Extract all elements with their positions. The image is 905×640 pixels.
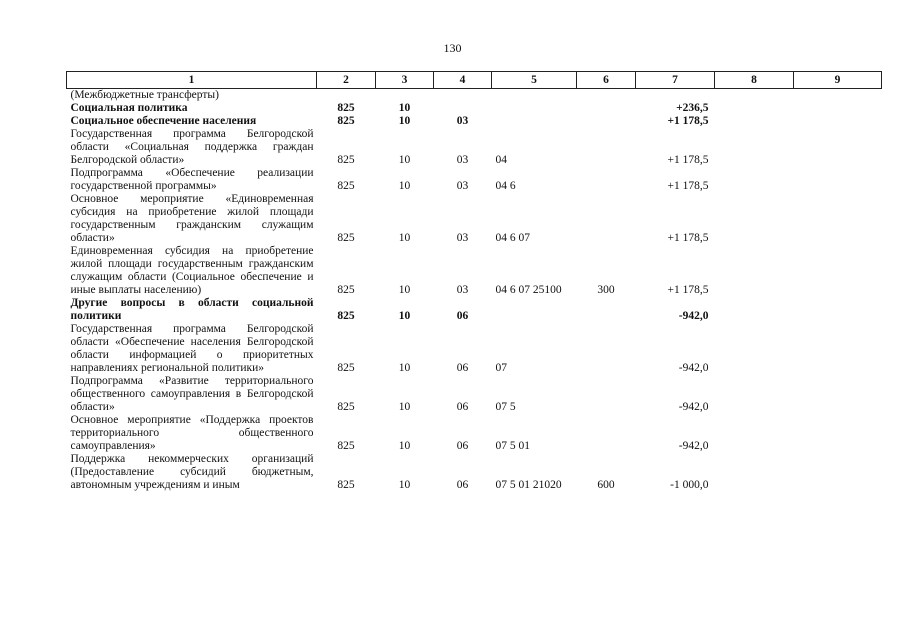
row-code-3: 10 — [398, 479, 411, 491]
row-col-8 — [715, 297, 794, 323]
row-code-4: 03 — [456, 154, 469, 166]
row-code-4: 03 — [456, 284, 469, 296]
row-col-9 — [794, 89, 882, 103]
table-row — [67, 102, 882, 115]
row-code-2: 825 — [337, 232, 355, 244]
row-description: Основное мероприятие «Единовременная субсидия на приобретение жилой площади государственным гражданским служащим области» — [70, 193, 314, 244]
row-description: Основное мероприятие «Поддержка проектов территориального общественного самоуправления» — [70, 414, 314, 452]
table-row — [67, 453, 882, 492]
row-code-3 — [376, 89, 434, 103]
row-description: Государственная программа Белгородской области «Социальная поддержка граждан Белгородской области» — [70, 128, 314, 166]
table-row — [67, 128, 882, 167]
row-amount-7 — [636, 89, 715, 103]
row-code-5: 07 5 — [495, 401, 516, 413]
row-amount-7: +1 178,5 — [667, 115, 709, 127]
row-col-9 — [794, 297, 882, 323]
row-code-2: 825 — [337, 284, 355, 296]
table-row — [67, 297, 882, 323]
row-code-5: 07 5 01 — [495, 440, 530, 452]
row-amount-7: +1 178,5 — [667, 180, 709, 192]
row-description: Подпрограмма «Развитие территориального общественного самоуправления в Белгородской области» — [70, 375, 314, 413]
row-code-6: 600 — [597, 479, 615, 491]
row-col-8 — [715, 323, 794, 375]
row-code-4: 06 — [456, 479, 469, 491]
row-col-8 — [715, 115, 794, 128]
row-col-9 — [794, 128, 882, 167]
row-code-5 — [492, 115, 577, 128]
row-code-2: 825 — [337, 362, 355, 374]
row-amount-7: +1 178,5 — [667, 154, 709, 166]
row-code-5 — [492, 102, 577, 115]
row-code-2: 825 — [337, 154, 355, 166]
header-col-2: 2 — [317, 72, 376, 89]
row-amount-7: +1 178,5 — [667, 232, 709, 244]
row-code-3: 10 — [398, 401, 411, 413]
table-row — [67, 115, 882, 128]
row-amount-7: -942,0 — [678, 310, 709, 322]
row-col-9 — [794, 193, 882, 245]
table-row — [67, 375, 882, 414]
row-col-8 — [715, 167, 794, 193]
row-code-5: 07 — [495, 362, 507, 374]
row-col-9 — [794, 245, 882, 297]
row-code-5: 07 5 01 21020 — [495, 479, 562, 491]
row-code-3: 10 — [398, 115, 411, 127]
row-col-9 — [794, 323, 882, 375]
row-code-2: 825 — [337, 479, 355, 491]
row-code-3: 10 — [398, 440, 411, 452]
row-col-8 — [715, 245, 794, 297]
row-description: Другие вопросы в области социальной политики — [70, 297, 314, 322]
row-amount-7: -942,0 — [678, 440, 709, 452]
row-code-6: 300 — [597, 284, 615, 296]
row-col-8 — [715, 414, 794, 453]
table-row — [67, 414, 882, 453]
row-code-4 — [434, 89, 492, 103]
header-col-8: 8 — [715, 72, 794, 89]
row-description: Подпрограмма «Обеспечение реализации государственной программы» — [70, 167, 314, 192]
table-header-row — [67, 72, 882, 89]
header-col-5: 5 — [492, 72, 577, 89]
row-amount-7: -942,0 — [678, 401, 709, 413]
row-col-9 — [794, 375, 882, 414]
row-code-6 — [577, 414, 636, 453]
table-row — [67, 89, 882, 103]
row-code-3: 10 — [398, 180, 411, 192]
row-description: Социальное обеспечение населения — [70, 115, 257, 127]
header-col-9: 9 — [794, 72, 882, 89]
row-description: Государственная программа Белгородской области «Обеспечение населения Белгородской области информацией о приоритетных направлениях региональной политики» — [70, 323, 314, 374]
row-code-5: 04 6 07 25100 — [495, 284, 562, 296]
row-code-6 — [577, 89, 636, 103]
row-amount-7: +236,5 — [676, 102, 709, 114]
row-code-4: 03 — [456, 232, 469, 244]
row-code-6 — [577, 323, 636, 375]
row-code-2 — [317, 89, 376, 103]
row-code-2: 825 — [337, 440, 355, 452]
row-code-3: 10 — [398, 102, 411, 114]
page-number: 130 — [443, 41, 462, 55]
row-col-8 — [715, 193, 794, 245]
row-code-6 — [577, 167, 636, 193]
row-code-2: 825 — [337, 401, 355, 413]
row-code-4: 03 — [456, 180, 469, 192]
row-col-9 — [794, 453, 882, 492]
row-code-3: 10 — [398, 362, 411, 374]
row-code-2: 825 — [337, 180, 355, 192]
row-amount-7: -942,0 — [678, 362, 709, 374]
row-code-6 — [577, 297, 636, 323]
row-col-8 — [715, 375, 794, 414]
row-code-4: 06 — [456, 401, 469, 413]
row-code-6 — [577, 193, 636, 245]
row-code-5: 04 — [495, 154, 507, 166]
row-code-4: 06 — [456, 310, 469, 322]
header-col-3: 3 — [376, 72, 434, 89]
row-code-5: 04 6 07 — [495, 232, 530, 244]
row-code-6 — [577, 102, 636, 115]
row-amount-7: +1 178,5 — [667, 284, 709, 296]
row-col-9 — [794, 414, 882, 453]
row-code-3: 10 — [398, 284, 411, 296]
table-row — [67, 245, 882, 297]
row-col-8 — [715, 89, 794, 103]
table-row — [67, 193, 882, 245]
row-col-8 — [715, 453, 794, 492]
row-code-3: 10 — [398, 310, 411, 322]
row-code-4 — [434, 102, 492, 115]
row-code-4: 06 — [456, 362, 469, 374]
header-col-7: 7 — [636, 72, 715, 89]
row-col-8 — [715, 102, 794, 115]
table-row — [67, 323, 882, 375]
row-col-9 — [794, 115, 882, 128]
row-code-6 — [577, 375, 636, 414]
row-col-9 — [794, 167, 882, 193]
row-code-2: 825 — [337, 310, 355, 322]
budget-table — [66, 71, 882, 492]
row-col-9 — [794, 102, 882, 115]
row-code-3: 10 — [398, 232, 411, 244]
row-code-3: 10 — [398, 154, 411, 166]
row-description: Социальная политика — [70, 102, 188, 114]
header-col-4: 4 — [434, 72, 492, 89]
row-code-5 — [492, 297, 577, 323]
row-amount-7: -1 000,0 — [670, 479, 709, 491]
row-col-8 — [715, 128, 794, 167]
row-code-2: 825 — [337, 115, 355, 127]
table-row — [67, 167, 882, 193]
row-code-6 — [577, 128, 636, 167]
row-code-5 — [492, 89, 577, 103]
row-code-4: 03 — [456, 115, 469, 127]
row-description: Единовременная субсидия на приобретение жилой площади государственным гражданским служащим области (Социальное обеспечение и иные выплаты населению) — [70, 245, 314, 296]
row-description: (Межбюджетные трансферты) — [70, 89, 219, 101]
row-code-6 — [577, 115, 636, 128]
row-code-5: 04 6 — [495, 180, 516, 192]
header-col-1: 1 — [67, 72, 317, 89]
header-col-6: 6 — [577, 72, 636, 89]
row-description: Поддержка некоммерческих организаций (Предоставление субсидий бюджетным, автономным учреждениям и иным — [70, 453, 314, 491]
row-code-4: 06 — [456, 440, 469, 452]
row-code-2: 825 — [337, 102, 355, 114]
